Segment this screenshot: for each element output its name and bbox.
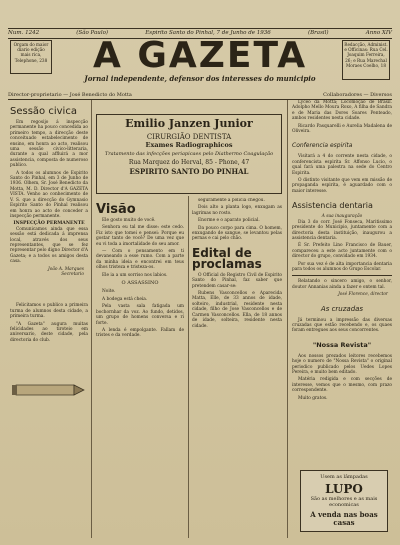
ad-intro: Usem as lâmpadas bbox=[320, 474, 368, 480]
tagline: Jornal independente, defensor dos interesses do municipio bbox=[84, 74, 316, 83]
subheading: A sua inauguração bbox=[321, 214, 363, 220]
column-divider bbox=[188, 196, 189, 538]
pencil-illustration bbox=[12, 380, 86, 400]
ad-address: Rua Marquez do Herval, 85 - Phone, 47 bbox=[128, 159, 250, 166]
issue-number: Num. 1242 bbox=[8, 30, 40, 36]
ad-brand: LUPO bbox=[325, 482, 363, 496]
column-2 bbox=[96, 198, 184, 538]
article-heading: Assistencia dentaria bbox=[292, 201, 373, 211]
article-text: Visitará a 4 do corrente nesta cidade, o conferencista espirita Sr. Affonso Lucio, o qual fará uma palestra na sede do Centro Espirita. bbox=[292, 154, 392, 176]
article-text: seguramente a policia chegou. bbox=[198, 198, 265, 203]
article-text: Ele gosto muito de você. bbox=[102, 218, 156, 223]
article-text: O distinto visitante que vem em missão de propaganda espirita, é aguardado com o maior interesse. bbox=[292, 178, 392, 194]
article-text: Muito gratos. bbox=[298, 395, 328, 401]
lupo-advertisement bbox=[300, 470, 388, 532]
newspaper-title: A GAZETA bbox=[92, 35, 308, 76]
ad-profession: CIRURGIÃO DENTISTA bbox=[146, 133, 232, 141]
date-line: Espirito Santo do Pinhal, 7 de Junho de 1936 bbox=[145, 30, 271, 36]
article-text: Em regosijo á inspecção permanente ha pouco concedida ao primeiro tempo, a direcção deste conceituado estabelecimento de ensino, em honra ao acto, realisou uma sessão civico-litteraria, durante a qual affluirá a mor assistencia, composta de numeroso publico. bbox=[10, 120, 88, 169]
state-label: (São Paulo) bbox=[76, 30, 109, 36]
staff-line bbox=[8, 92, 392, 100]
article-text: Relatando o sincero amigo, o senhor, doutor Annanias ainda a fazer e ontem tal. bbox=[292, 279, 392, 290]
article-text: Já terminou a impressão das diversas cruzadas que estão recebendo e, os quaes foram entregues aos seus concorrentes. bbox=[292, 317, 392, 334]
article-text: Noite. bbox=[102, 289, 116, 295]
article-text: A bodega está cheia. bbox=[102, 296, 148, 302]
article-heading: Edital de proclamas bbox=[192, 245, 262, 271]
article-text: Felicitamos o publico a primeira turma de alumnos desta cidade, a primeira turma. bbox=[10, 303, 88, 320]
collaborators-credit: Collaboradores — Diversos bbox=[323, 92, 392, 98]
article-text: Dia 3 do corr. José Fonseca, Maritissimo presidente do Municipio, juntamente com a directoria desta instituição, inaugurou a assistencia dentaria. bbox=[292, 219, 392, 241]
article-text: Lycéo da Motta; Locomoção de Brasil. Adolpho Mello Moura Roxo, A filha de Sandra e de Maria das Dores Soares Penteado, ambos residentes nesta cidade. bbox=[292, 100, 392, 122]
article-text: Ele ia a um sorriso nos labios. bbox=[102, 272, 168, 278]
article-text: Ricardo Pasquarelli e Aurelia Madalena de Oliveira. bbox=[292, 123, 392, 135]
illustration-space bbox=[10, 277, 88, 303]
ad-availability: A venda nas boas casas bbox=[310, 510, 378, 527]
signature: José Florence, director bbox=[338, 292, 388, 298]
article-text: Comunicamos ainda que essa sessão está dedicada á imprensa local, através dos seus representantes, que se fez representar pelo digno Director d'A Gazeta; e a todos os amigos desta casa. bbox=[10, 226, 88, 265]
article-text: Enorme e o aparato policial. bbox=[198, 218, 260, 224]
article-heading: "Nossa Revista" bbox=[312, 340, 372, 349]
country-label: (Brasil) bbox=[307, 30, 329, 36]
article-heading: Visão bbox=[96, 202, 136, 217]
ad-claim: São as melhores e as mais economicas bbox=[310, 496, 378, 508]
ad-description: Tratamento das infecções periapicaes pelo Diathermo Coagulação bbox=[104, 151, 274, 157]
signature: João A. Marques bbox=[48, 266, 84, 272]
article-text: Dois alto a planta logo, enxugam as lagrimas no rosto. bbox=[192, 205, 282, 216]
ad-name: Emilio Janzen Junior bbox=[125, 117, 253, 130]
column-3 bbox=[192, 198, 282, 538]
article-heading: As cruzadas bbox=[320, 304, 364, 313]
article-text: É Sr. Prefeito Lino Francisco de Bauer, compareceu a este acto juntamente com o director do grupo, convidado em 1934. bbox=[292, 243, 392, 260]
article-heading: Conferencia espirita bbox=[292, 142, 353, 150]
column-divider bbox=[91, 100, 92, 538]
article-text: — Com o pensamento em ti devaneando a esse rumo. Com a parte da minha ideia e encontrei em teus olhos tristeza e tristeza-os. bbox=[96, 249, 184, 271]
article-heading: Sessão civica bbox=[10, 106, 77, 117]
masthead bbox=[60, 36, 340, 83]
column-1 bbox=[10, 100, 88, 540]
column-divider bbox=[287, 100, 288, 538]
left-ear-box: Orgam do maior diario edição mais rica, Telephone, 238 bbox=[10, 40, 52, 74]
article-text: O Official do Registro Civil de Espirito Santo do Pinhal, faz saber que pretendem casar-se: bbox=[192, 272, 282, 289]
article-text: Por sua vez é de alta importancia dentaria para todos os alumnos do Grupo Escolar. bbox=[292, 261, 392, 272]
subheading: O ASSASSINO bbox=[121, 280, 159, 287]
dentist-advertisement bbox=[96, 114, 282, 194]
article-text: Senhora eu tal me disse: este cedo. Fiz isto que tomei e pensei: Porque eu gostar tanto de você? De uma vez que eu vi toda a imortalidade do seu amor. bbox=[96, 225, 184, 247]
year-label: Anno XIV bbox=[365, 30, 392, 36]
ad-service: Exames Radiographicos bbox=[145, 141, 233, 149]
director-credit: Director-proprietario — José Benedicto do Motta bbox=[8, 92, 132, 98]
article-text: A todos os alumnos de Espirito Santo do Pinhal, em 3 de Junho de 1936. Olhem, Sr. José Benedicto da Motta, M. D. Director d'A GAZETA VISTA. Venho ao conhecimento de V. S. que a direcção do Gymnasio Espirito Santo do Pinhal realisou em honra ao acto de conceder a inspecção permanente. bbox=[10, 170, 88, 219]
right-ear-box: Redacção, Administ. e Officinas: Rua Cel. Joaquim Ferreira, 26; e Rua Marechal Moraes Coelho, 18 bbox=[342, 40, 390, 80]
article-text: Rubens Vasconcellos e Aparecida Matta, Elle, de 33 annos de idade, solteiro, industrial, residente nesta cidade, filho de Jose Vasconcellos e de Carmen Vasconcellos. Ella, de 18 annos de idade, solteira, residente nesta cidade. bbox=[192, 291, 282, 329]
ad-city: ESPIRITO SANTO DO PINHAL bbox=[129, 167, 249, 176]
article-text: Aos nossos prezados leitores recebemos hoje o numero de "Nossa Revista" o original periodico publicado pelos Uedes Lopes Pereira, e muito bem editado. bbox=[292, 353, 392, 375]
signature-title: Secretario bbox=[61, 271, 84, 277]
article-text: "A Gazeta" augura muitas felicidades ao tiroteio em aniversario, deste cidade, pela directoria do club. bbox=[10, 321, 88, 343]
column-4 bbox=[292, 100, 392, 470]
article-text: A lenda é empolgante. Fallam de tristes e da verdade. bbox=[96, 327, 184, 339]
article-text: Pela vasta sala fatigada um bochornhar da voz. Ao fundo, detidos, um grupo de homens conversa e ri forte. bbox=[96, 304, 184, 326]
article-text: Matéria redigida e com secções de interesse, vemos que o mesmo, com prazo correspondente. bbox=[292, 377, 392, 394]
article-text: Da pouco corpo para cima. O homem, enxugando de sangue, se levantou pelas pernas e cai pelo chão. bbox=[192, 225, 282, 242]
subheading: INSPECÇÃO PERMANENTE bbox=[13, 221, 85, 227]
divider bbox=[292, 275, 392, 276]
